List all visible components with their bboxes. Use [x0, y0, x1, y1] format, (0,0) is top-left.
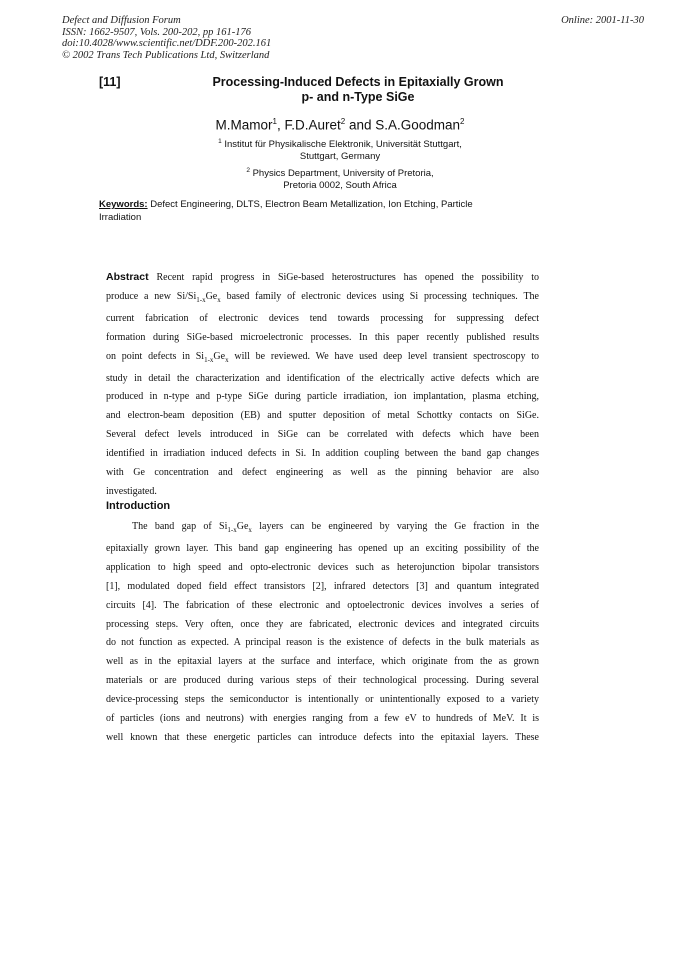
abstract-line: will be reviewed. We have used deep level transient spectroscopy to	[228, 350, 539, 362]
affiliation-1-line-2: Stuttgart, Germany	[299, 150, 381, 162]
affiliation-2-line-1: Physics Department, University of Pretoria,	[252, 168, 434, 180]
abstract-line: formation during SiGe-based microelectronic processes. In this paper recently published results	[106, 331, 539, 343]
abstract-line: current fabrication of electronic devices tend towards processing for suppressing defect	[106, 312, 539, 324]
keywords-label: Keywords:	[99, 199, 148, 210]
keywords-block	[99, 199, 539, 224]
intro-line: do not function as expected. A principal reason is the existence of defects in the bulk materials as	[106, 637, 539, 649]
abstract-line: based family of electronic devices using Si processing techniques. The	[220, 290, 539, 302]
abstract-line: study in detail the characterization and identification of the electrically active defects which are	[106, 372, 539, 384]
subscript: x	[225, 355, 229, 364]
author-3-affil: 2	[460, 117, 465, 126]
affiliation-2	[100, 165, 580, 191]
affiliation-1-marker: 1	[218, 138, 222, 145]
abstract-label: Abstract	[106, 271, 149, 283]
abstract-line: Several defect levels introduced in SiGe can be correlated with defects which have been	[106, 429, 539, 441]
subscript: 1-x	[227, 526, 237, 534]
author-and: and	[348, 117, 372, 133]
affiliation-1-line-1: Institut für Physikalische Elektronik, Universität Stuttgart,	[224, 139, 462, 151]
issn-line: ISSN: 1662-9507, Vols. 200-202, pp 161-176	[62, 26, 251, 38]
author-list: M.Mamor$^1$, F.D.Auret$^2$ and S.A.Goodman$^2$	[215, 117, 465, 133]
affiliation-1	[100, 136, 580, 162]
intro-line: The band gap of Si	[132, 521, 228, 532]
intro-line: [1], modulated doped field effect transistors [2], infrared detectors [3] and quantum integrated	[106, 580, 539, 592]
introduction-heading: Introduction	[106, 500, 171, 512]
intro-line: layers can be engineered by varying the Ge fraction in the	[251, 521, 540, 532]
abstract-line: Ge	[213, 350, 226, 362]
intro-line: Ge	[236, 521, 249, 532]
subscript: x	[248, 526, 252, 534]
author-2: F.D.Auret	[284, 117, 341, 133]
intro-line: materials or are produced during various steps of their technological processing. During several	[106, 675, 539, 687]
abstract-section	[106, 268, 539, 502]
title-line-2: p- and n-Type SiGe	[301, 90, 415, 104]
doi-link[interactable]: doi:10.4028/www.scientific.net/DDF.200-202.161	[62, 38, 272, 49]
abstract-line: with Ge concentration and defect engineering as well as the pinning behavior are also	[106, 467, 539, 479]
intro-line: application to high speed and opto-electronic devices such as heterojunction bipolar transistors	[106, 561, 539, 573]
intro-line: processing steps. Very often, once they are fabricated, electronic devices and integrated circuits	[106, 618, 539, 630]
affiliation-2-marker: 2	[246, 167, 250, 174]
abstract-line: Ge	[205, 290, 218, 302]
online-date: Online: 2001-11-30	[561, 15, 644, 26]
copyright-line: © 2002 Trans Tech Publications Ltd, Switzerland	[62, 49, 270, 61]
abstract-line: produced in n-type and p-type SiGe during particle irradiation, ion implantation, plasma etching,	[106, 391, 539, 403]
subscript: 1-x	[204, 355, 214, 364]
affiliation-2-line-2: Pretoria 0002, South Africa	[283, 179, 397, 191]
abstract-line: investigated.	[106, 485, 157, 497]
abstract-line: identified in irradiation induced defects in Si. In addition coupling between the band gap changes	[106, 448, 539, 460]
intro-line: well as in the epitaxial layers at the surface and interface, which originate from the as grown	[106, 656, 539, 668]
author-2-affil: 2	[340, 117, 346, 126]
abstract-line: Recent rapid progress in SiGe-based heterostructures has opened the possibility to	[156, 272, 540, 283]
intro-line: circuits [4]. The fabrication of these electronic and optoelectronic devices involves a series of	[106, 599, 539, 611]
paper-title	[150, 75, 566, 105]
title-line-1: Processing-Induced Defects in Epitaxially Grown	[212, 75, 504, 89]
intro-line: of particles (ions and neutrons) with energies ranging from a few eV to hundreds of MeV. It is	[106, 713, 539, 725]
abstract-line: on point defects in Si	[106, 350, 205, 362]
journal-name: Defect and Diffusion Forum	[62, 15, 181, 26]
subscript: 1-x	[196, 295, 206, 304]
keywords-line-1: Defect Engineering, DLTS, Electron Beam Metallization, Ion Etching, Particle	[150, 199, 473, 210]
keywords-line-2: Irradiation	[99, 211, 142, 223]
intro-line: epitaxially grown layer. This band gap engineering has opened up an exciting possibility of the	[106, 542, 539, 554]
author-1: M.Mamor	[215, 117, 273, 133]
intro-line: device-processing steps the semiconductor is intentionally or unintentionally exposed to a variety	[106, 694, 539, 706]
journal-metadata	[62, 15, 271, 61]
author-1-affil: 1	[272, 117, 277, 126]
introduction-section	[106, 518, 539, 748]
abstract-line: produce a new Si/Si	[106, 290, 197, 302]
reference-number: [11]	[99, 75, 121, 89]
author-3: S.A.Goodman	[375, 117, 461, 133]
abstract-line: and electron-beam deposition (EB) and sputter deposition of metal Schottky contacts on SiGe.	[106, 410, 539, 422]
intro-line: well known that these energetic particles can introduce defects into the epitaxial layers. These	[106, 731, 539, 743]
subscript: x	[217, 295, 221, 304]
